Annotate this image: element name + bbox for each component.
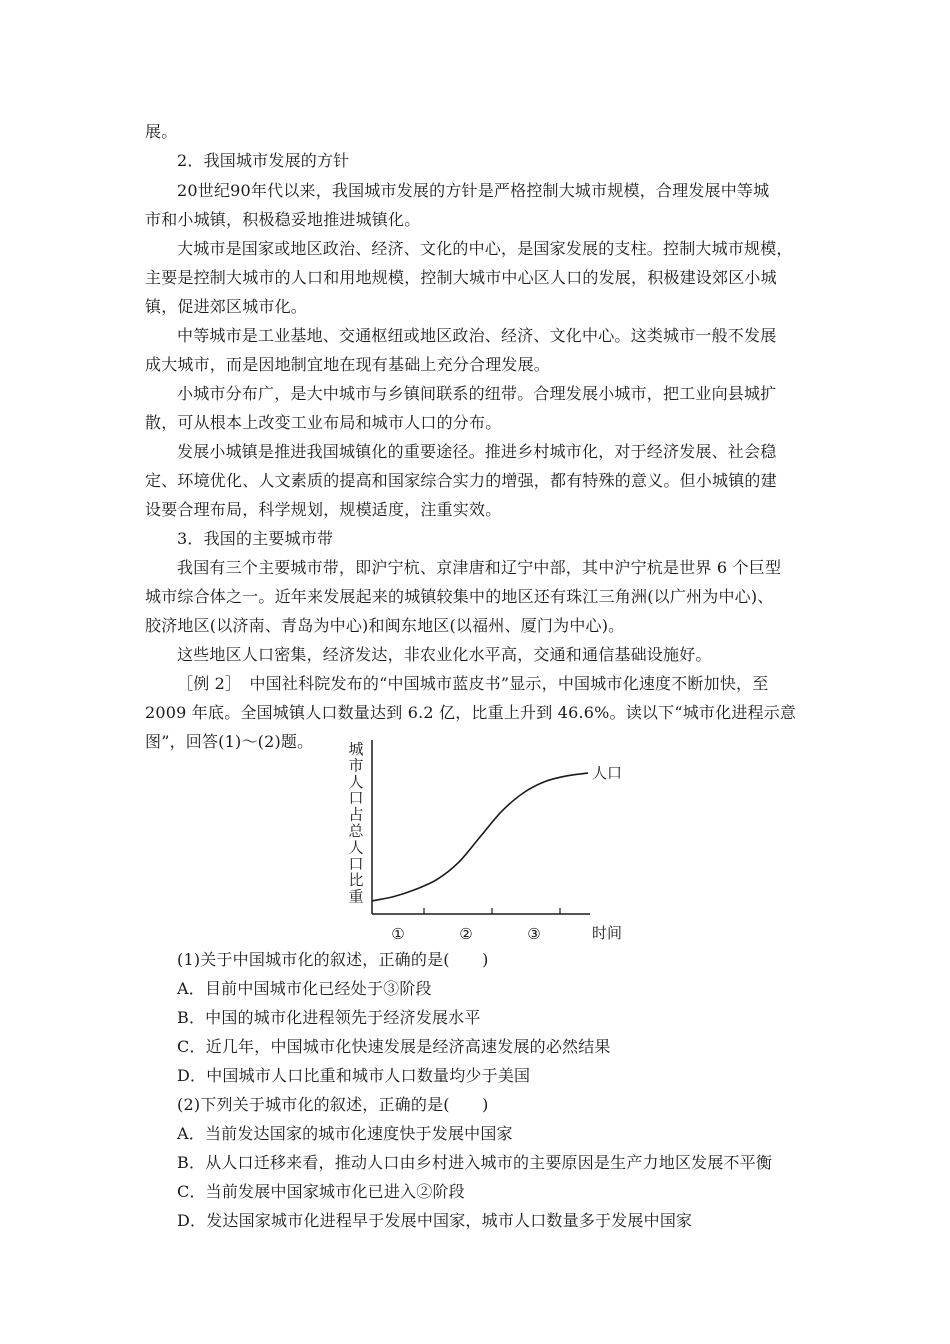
question-1-stem: (1)关于中国城市化的叙述，正确的是( ) — [177, 950, 489, 969]
y-axis-label-char: 人 — [348, 838, 364, 857]
question-2-option-b[interactable]: B．从人口迁移来看，推动人口由乡村进入城市的主要原因是生产力地区发展不平衡 — [177, 1153, 773, 1172]
chart-svg — [340, 736, 640, 948]
paragraph-line: 定、环境优化、人文素质的提高和国家综合实力的增强，都有特殊的意义。但小城镇的建 — [145, 471, 777, 490]
paragraph-line: 我国有三个主要城市带，即沪宁杭、京津唐和辽宁中部，其中沪宁杭是世界 6 个巨型 — [177, 558, 782, 577]
series-line-population — [372, 773, 588, 901]
section-heading-3: 3．我国的主要城市带 — [177, 529, 334, 548]
question-2-option-a[interactable]: A．当前发达国家的城市化速度快于发展中国家 — [177, 1124, 513, 1143]
x-tick-label: ① — [391, 925, 405, 943]
urbanization-chart — [340, 736, 640, 948]
paragraph-line: 成大城市，而是因地制宜地在现有基础上充分合理发展。 — [145, 355, 551, 374]
question-1-option-d[interactable]: D．中国城市人口比重和城市人口数量均少于美国 — [177, 1066, 531, 1085]
paragraph-line: 镇，促进郊区城市化。 — [145, 297, 308, 316]
paragraph-line: 胶济地区(以济南、青岛为中心)和闽东地区(以福州、厦门为中心)。 — [145, 616, 625, 635]
x-axis-label: 时间 — [592, 924, 623, 942]
y-axis-label-char: 占 — [348, 805, 364, 824]
example-line: 图”，回答(1)～(2)题。 — [145, 732, 314, 751]
y-axis-label-char: 总 — [348, 822, 364, 840]
question-2-stem: (2)下列关于城市化的叙述，正确的是( ) — [177, 1095, 489, 1114]
paragraph-line: 主要是控制大城市的人口和用地规模，控制大城市中心区人口的发展，积极建设郊区小城 — [145, 268, 777, 287]
question-2-option-c[interactable]: C．当前发展中国家城市化已进入②阶段 — [177, 1182, 465, 1201]
section-heading-2: 2．我国城市发展的方针 — [177, 151, 350, 170]
y-axis-label-char: 重 — [348, 887, 364, 906]
y-axis-label-char: 比 — [348, 871, 364, 890]
x-tick-label: ② — [459, 925, 473, 943]
paragraph-line: 市和小城镇，积极稳妥地推进城镇化。 — [145, 210, 421, 229]
paragraph-line: 发展小城镇是推进我国城镇化的重要途径。推进乡村城市化，对于经济发展、社会稳 — [177, 442, 777, 461]
paragraph-line: 展。 — [145, 122, 178, 141]
y-axis-label-char: 市 — [348, 756, 364, 775]
y-axis-label-char: 口 — [348, 789, 364, 808]
y-axis-label — [348, 740, 364, 906]
paragraph-line: 设要合理布局，科学规划，规模适度，注重实效。 — [145, 500, 502, 519]
question-1-option-c[interactable]: C．近几年，中国城市化快速发展是经济高速发展的必然结果 — [177, 1037, 611, 1056]
question-1-option-a[interactable]: A．目前中国城市化已经处于③阶段 — [177, 979, 432, 998]
y-axis-label-char: 城 — [348, 740, 364, 758]
example-line: 2009 年底。全国城镇人口数量达到 6.2 亿，比重上升到 46.6%。读以下“城市化进程示意 — [145, 703, 797, 722]
paragraph-line: 这些地区人口密集，经济发达，非农业化水平高，交通和通信基础设施好。 — [177, 645, 712, 664]
x-tick-label: ③ — [527, 925, 541, 943]
paragraph-line: 20世纪90年代以来，我国城市发展的方针是严格控制大城市规模，合理发展中等城 — [177, 181, 770, 200]
paragraph-line: 中等城市是工业基地、交通枢纽或地区政治、经济、文化中心。这类城市一般不发展 — [177, 326, 777, 345]
question-1-option-b[interactable]: B．中国的城市化进程领先于经济发展水平 — [177, 1008, 481, 1027]
y-axis-label-char: 口 — [348, 854, 364, 873]
series-label: 人口 — [592, 764, 623, 783]
paragraph-line: 散，可从根本上改变工业布局和城市人口的分布。 — [145, 413, 502, 432]
paragraph-line: 城市综合体之一。近年来发展起来的城镇较集中的地区还有珠江三角洲(以广州为中心)、 — [145, 587, 774, 606]
paragraph-line: 大城市是国家或地区政治、经济、文化的中心，是国家发展的支柱。控制大城市规模， — [177, 239, 793, 258]
example-line: ［例 2］ 中国社科院发布的“中国城市蓝皮书”显示，中国城市化速度不断加快，至 — [177, 674, 769, 693]
question-2-option-d[interactable]: D．发达国家城市化进程早于发展中国家，城市人口数量多于发展中国家 — [177, 1211, 693, 1230]
paragraph-line: 小城市分布广，是大中城市与乡镇间联系的纽带。合理发展小城市，把工业向县城扩 — [177, 384, 777, 403]
y-axis-label-char: 人 — [348, 772, 364, 791]
